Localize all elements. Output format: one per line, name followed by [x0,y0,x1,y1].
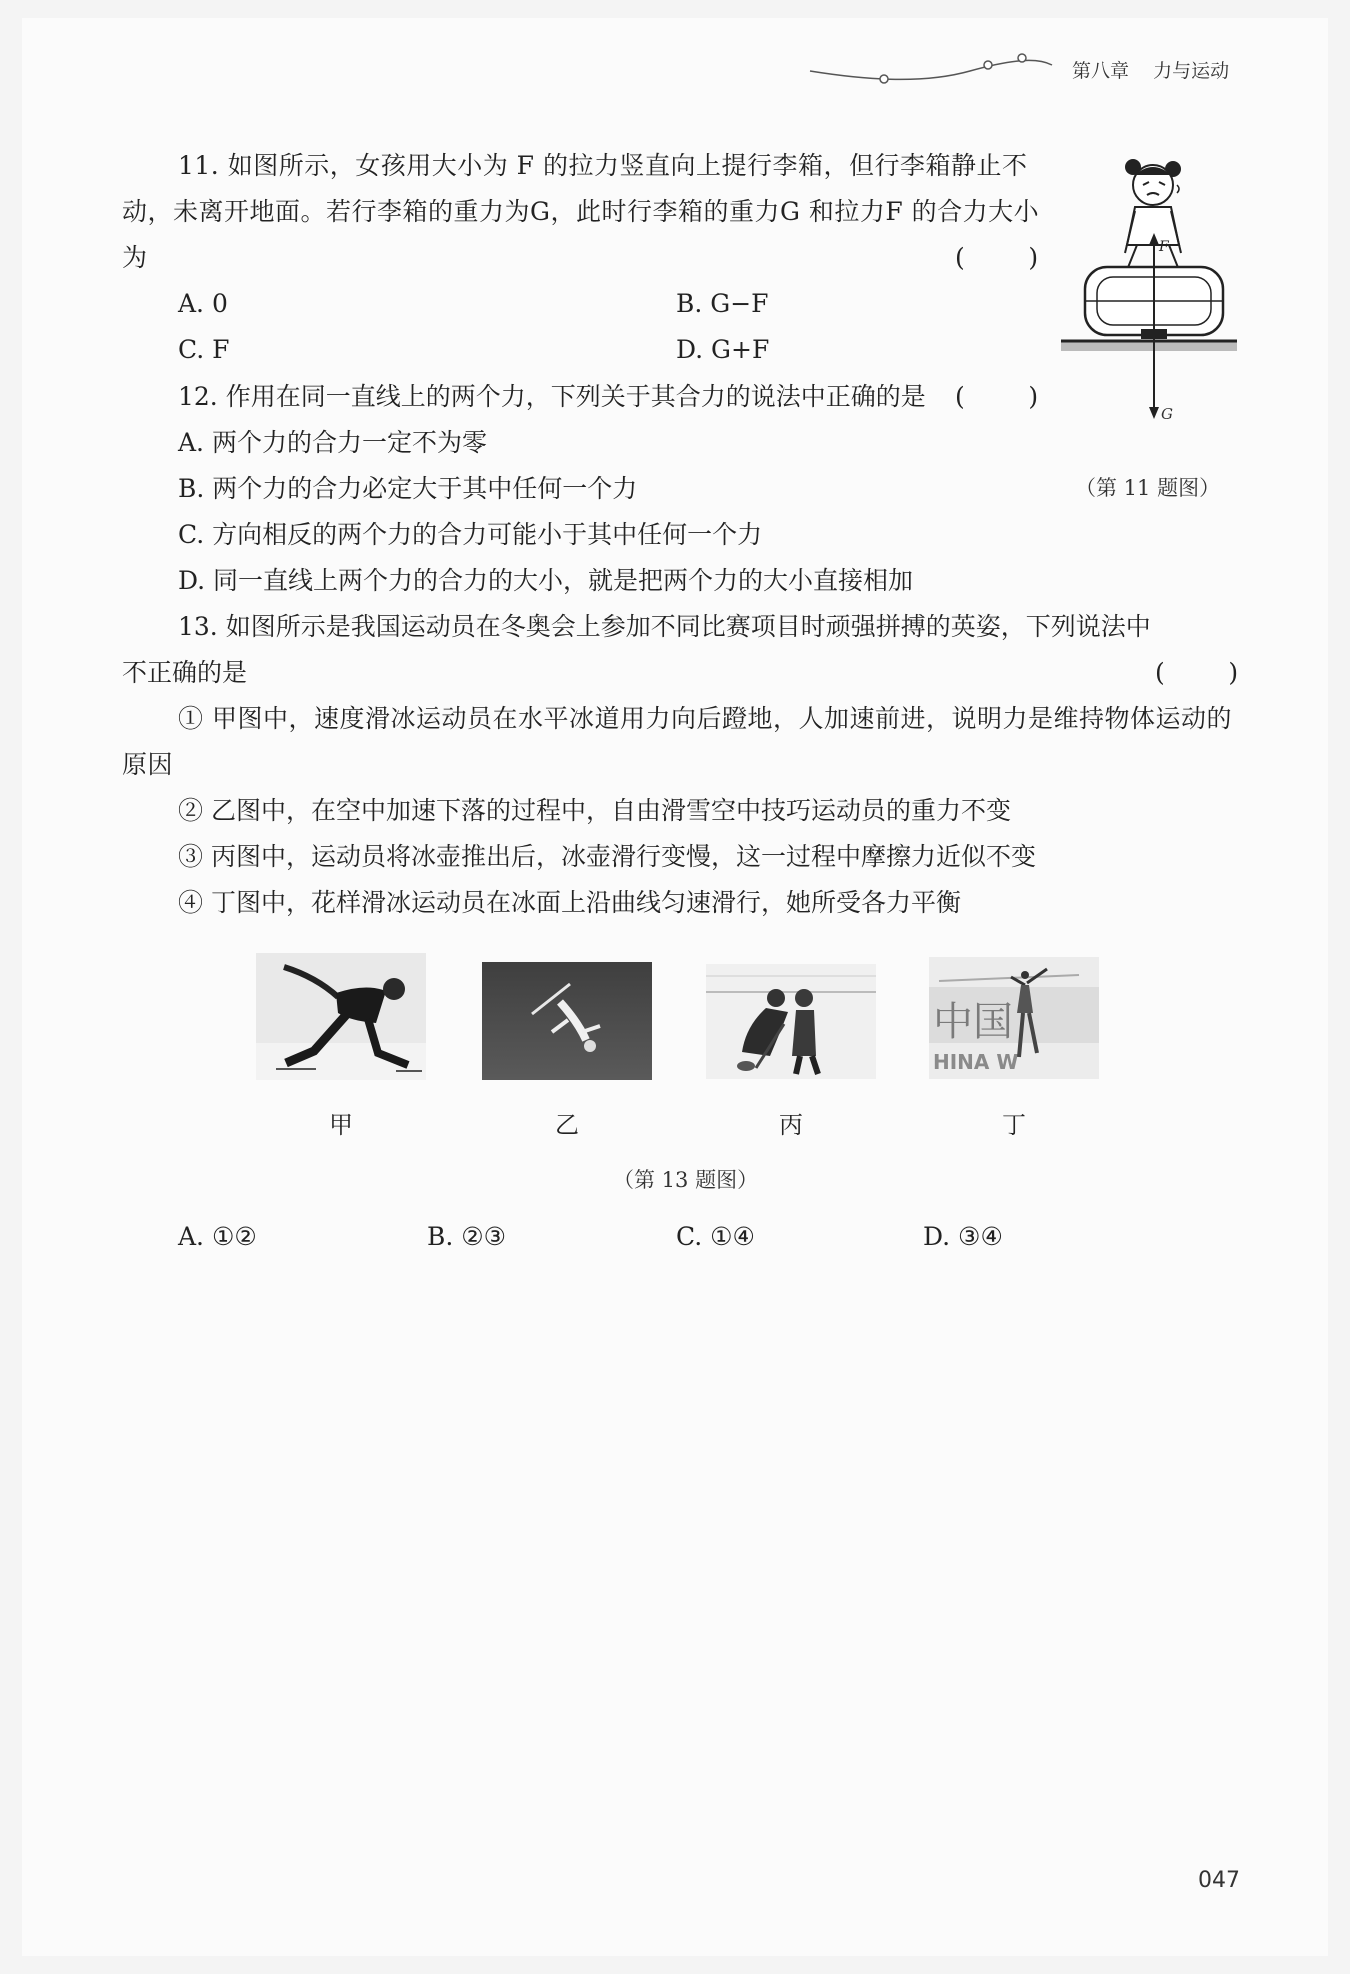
question-13-option-a[interactable]: A. ①② [178,1222,257,1251]
photo-label-jia: 甲 [329,1111,353,1139]
question-11-text: 11. 如图所示，女孩用大小为 F 的拉力竖直向上提行李箱，但行李箱静止不动，未离开地面。若行李箱的重力为G，此时行李箱的重力G 和拉力F 的合力大小为 [122,151,1040,272]
question-13-option-c[interactable]: C. ①④ [676,1222,755,1251]
question-12-option-a[interactable]: A. 两个力的合力一定不为零 [178,428,487,457]
question-12-option-b[interactable]: B. 两个力的合力必定大于其中任何一个力 [178,474,638,503]
page-number: 047 [1198,1868,1240,1893]
question-11-option-b[interactable]: B. G−F [676,289,769,318]
photo4-board-text-2: HINA W [933,1050,1019,1074]
question-13-text-line1: 13. 如图所示是我国运动员在冬奥会上参加不同比赛项目时顽强拼搏的英姿，下列说法中 [178,612,1151,641]
question-13-caption: （第 13 题图） [613,1168,759,1192]
chapter-title: 第八章 力与运动 [1072,60,1230,82]
photo4-board-text-1: 中国 [933,999,1013,1045]
figure-gravity-g-label: G [1161,405,1173,423]
question-13-option-b[interactable]: B. ②③ [427,1222,507,1251]
photo-speed-skater [256,953,426,1080]
photo-curling [706,964,876,1079]
question-13-statement-4: ④ 丁图中，花样滑冰运动员在冰面上沿曲线匀速滑行，她所受各力平衡 [178,888,961,917]
header-wave-decoration [800,45,1060,85]
question-12-answer-bracket[interactable]: ( ) [955,382,1039,411]
question-12-option-d[interactable]: D. 同一直线上两个力的合力的大小，就是把两个力的大小直接相加 [178,566,914,595]
question-11-caption: （第 11 题图） [1075,476,1221,500]
question-13-statement-2: ② 乙图中，在空中加速下落的过程中，自由滑雪空中技巧运动员的重力不变 [178,796,1011,825]
photo-label-bing: 丙 [779,1111,803,1139]
photo-label-yi: 乙 [555,1111,579,1139]
question-13-statement-1: ① 甲图中，速度滑冰运动员在水平冰道用力向后蹬地，人加速前进，说明力是维持物体运动的原因 [122,704,1232,779]
photo-label-ding: 丁 [1002,1111,1026,1139]
question-11-figure [1055,145,1245,430]
question-13-text-line2: 不正确的是 [122,658,248,687]
question-13-answer-bracket[interactable]: ( ) [1155,658,1239,687]
photo-aerial-skier [482,962,652,1080]
question-11-option-c[interactable]: C. F [178,335,230,364]
photo-figure-skater [929,957,1099,1079]
question-11-option-d[interactable]: D. G+F [676,335,770,364]
question-12-option-c[interactable]: C. 方向相反的两个力的合力可能小于其中任何一个力 [178,520,763,549]
question-12-text: 12. 作用在同一直线上的两个力，下列关于其合力的说法中正确的是 [178,382,926,411]
question-13-option-d[interactable]: D. ③④ [923,1222,1003,1251]
question-13-statement-3: ③ 丙图中，运动员将冰壶推出后，冰壶滑行变慢，这一过程中摩擦力近似不变 [178,842,1036,871]
figure-force-f-label: F [1159,239,1169,255]
question-11-option-a[interactable]: A. 0 [178,289,228,318]
question-11-answer-bracket[interactable]: ( ) [955,243,1039,272]
